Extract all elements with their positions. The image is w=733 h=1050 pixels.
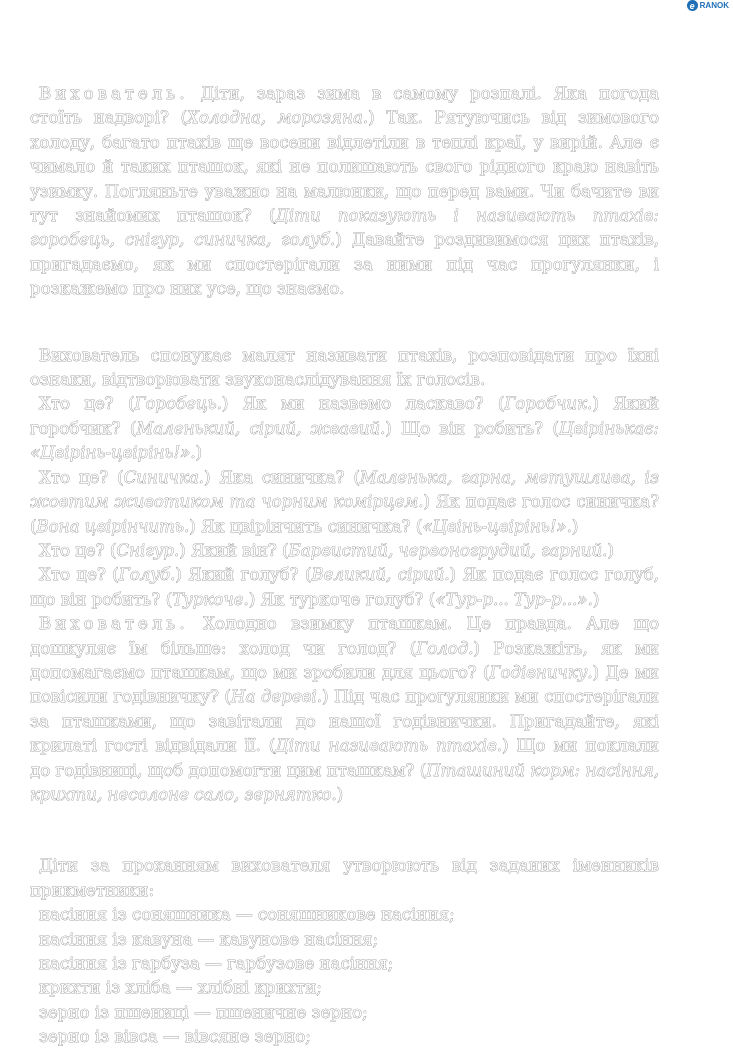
answer: Горобець. <box>134 394 222 414</box>
answer: Снігур. <box>116 540 180 560</box>
text: ) Давайте роздивимося цих птахів, пригадаємо, як ми спостерігали за ними під час прогулянки, і розкажемо про них усе, що знаємо. <box>30 230 659 299</box>
paragraph-sparrow <box>30 392 659 465</box>
text: ) Як ми назвемо ласкаво? ( <box>221 394 505 414</box>
text: ) <box>195 443 203 463</box>
publisher-logo <box>687 0 729 11</box>
text: ) Який голуб? ( <box>175 565 312 585</box>
text: ) Що він робить? ( <box>385 418 559 438</box>
answer: Діти називають птахів. <box>275 736 502 756</box>
answer: Синичка. <box>123 467 205 487</box>
answer: Маленька, гарна, метушлива, із жовтим животиком та чорним комірцем. <box>30 467 659 512</box>
text: ) Який горобчик? ( <box>30 394 659 438</box>
paragraph-teacher-feeding <box>30 612 659 807</box>
paragraph-task: Діти за проханням вихователя утворюють від заданих іменників прикметники: <box>30 856 659 900</box>
text: ) Як цвірінчить синичка? ( <box>189 516 423 536</box>
speaker-label: Вихователь. <box>39 614 189 634</box>
text: ) Як подає голос синичка? ( <box>30 492 659 536</box>
text: Діти, зараз зима в самому розпалі. Яка погода стоїть надворі? ( <box>30 84 659 128</box>
list-item: крихти із хліба — хлібні крихти; <box>39 978 322 998</box>
answer: Барвистий, червоногрудий, гарний. <box>288 540 608 560</box>
answer: Туркоче. <box>172 589 249 609</box>
text: ) <box>592 589 600 609</box>
text: Хто це? ( <box>39 394 135 414</box>
answer: Голод. <box>416 638 474 658</box>
paragraph-teacher-intro <box>30 82 659 302</box>
text: ) Так. Рятуючись від зимового холоду, багато птахів ще восени відлетіли в теплі краї, у вирій. Але є чимало й таких пташок, які не полишають свого рідного краю навіть узимку. Погляньте уважно на малюнки, що перед вами. Чи бачите ви тут знайомих пташок? ( <box>30 108 660 226</box>
answer: На дереві. <box>231 687 322 707</box>
text: ) Що ми поклали до годівниці, щоб допомогти цим пташкам? ( <box>30 736 659 780</box>
list-item: зерно із вівса — вівсяне зерно; <box>39 1027 311 1047</box>
list-item: насіння із гарбуза — гарбузове насіння; <box>39 954 394 973</box>
paragraph-bullfinch <box>30 539 659 563</box>
text: ) Де ми повісили годівничку? ( <box>30 662 659 707</box>
answer: Голуб. <box>118 565 176 585</box>
logo-mark: e <box>687 0 698 11</box>
answer: Маленький, сірий, жвавий. <box>136 418 386 438</box>
paragraph-pigeon <box>30 563 659 612</box>
text: ) Під час прогулянки ми спостерігали за пташками, що завітали до нашої годівнички. Пригадайте, які крилаті гості відвідали її. ( <box>30 687 659 756</box>
answer: Холодна, морозяна. <box>187 108 369 128</box>
page-content <box>30 82 659 1050</box>
answer: Пташиний корм: насіння, крихти, несолоне сало, зернятко. <box>30 760 659 804</box>
list-item: зерно із пшениці — пшеничне зерно; <box>39 1002 368 1022</box>
text: ) <box>571 516 579 536</box>
text: ) <box>336 784 344 804</box>
answer: «Цвінь-цвірінь!». <box>422 516 572 536</box>
paragraph-titmouse <box>30 466 659 539</box>
answer: Цвірінькає: «Цвірінь-цвірінь!». <box>30 418 659 463</box>
text: ) Як подає голос голуб, що він робить? ( <box>30 565 659 609</box>
text: Хто це? ( <box>39 540 117 560</box>
paragraph-instruction: Вихователь спонукає малят називати птахів, розповідати про їхні ознаки, відтворювати звуконаслідування їх голосів. <box>30 345 659 390</box>
text: ) <box>607 540 614 560</box>
answer: Великий, сірий. <box>311 565 450 585</box>
speaker-label: Вихователь. <box>39 84 189 103</box>
spacer <box>30 302 659 344</box>
text: ) Який він? ( <box>179 540 289 560</box>
answer: Вона цвірінчить. <box>36 516 190 536</box>
text: Холодно взимку пташкам. Це правда. Але що дошкуляє їм більше: холод чи голод? ( <box>30 614 659 658</box>
answer: Діти показують і називають птахів: горобець, снігур, синичка, голуб. <box>30 206 659 250</box>
logo-text: RANOK <box>699 1 729 10</box>
text: Хто це? ( <box>39 565 119 585</box>
answer: «Тур-р... Тур-р...». <box>435 589 593 609</box>
text: Хто це? ( <box>39 467 124 487</box>
text: ) Розкажіть, як ми допомагаємо пташкам, що ми зробили для цього? ( <box>30 638 659 682</box>
list-item: насіння із кавуна — кавунове насіння; <box>39 929 379 949</box>
text: ) Як туркоче голуб? ( <box>248 589 436 609</box>
text: ) Яка синичка? ( <box>204 467 360 487</box>
answer: Годівничку. <box>489 662 593 682</box>
spacer <box>30 807 659 854</box>
list-item: насіння із соняшника — соняшникове насіння; <box>39 905 455 925</box>
answer: Горобчик. <box>504 394 593 414</box>
